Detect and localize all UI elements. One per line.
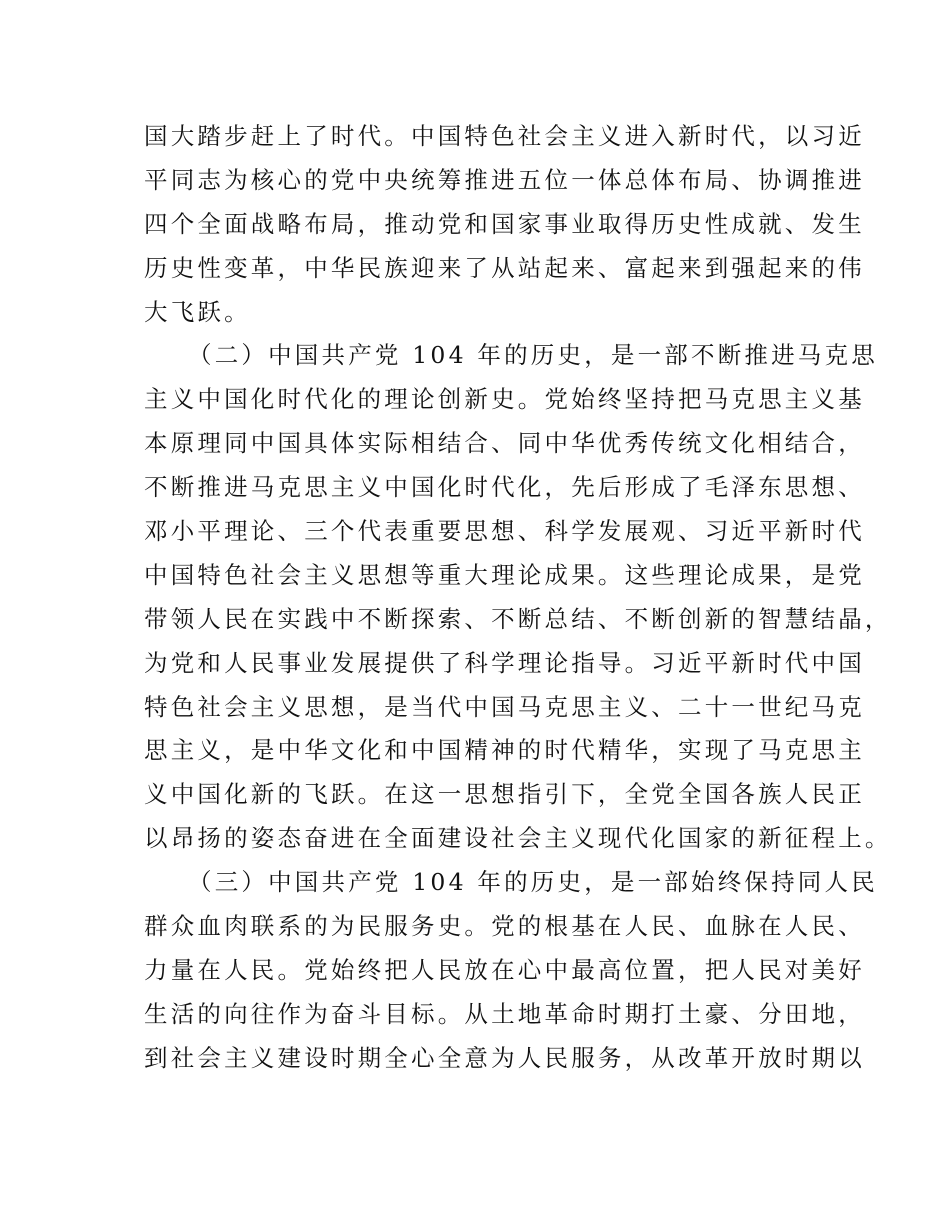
paragraph-2-line-1: （二）中国共产党 104 年的历史，是一部不断推进马克思: [188, 341, 878, 370]
paragraph-1-line-2: 平同志为核心的党中央统筹推进五位一体总体布局、协调推进: [144, 165, 865, 194]
paragraph-2-line-9: 特色社会主义思想，是当代中国马克思主义、二十一世纪马克: [144, 692, 865, 721]
paragraph-2-line-2: 主义中国化时代化的理论创新史。党始终坚持把马克思主义基: [144, 385, 865, 414]
paragraph-2-line-3: 本原理同中国具体实际相结合、同中华优秀传统文化相结合，: [144, 429, 865, 458]
paragraph-1-line-1: 国大踏步赶上了时代。中国特色社会主义进入新时代，以习近: [144, 122, 865, 150]
paragraph-2-line-6: 中国特色社会主义思想等重大理论成果。这些理论成果，是党: [144, 560, 865, 589]
paragraph-2-line-7: 带领人民在实践中不断探索、不断总结、不断创新的智慧结晶，: [144, 604, 892, 633]
paragraph-3-line-1: （三）中国共产党 104 年的历史，是一部始终保持同人民: [188, 868, 878, 897]
body-text: [142, 115, 892, 1081]
paragraph-2-line-11: 义中国化新的飞跃。在这一思想指引下，全党全国各族人民正: [144, 780, 865, 809]
paragraph-2-line-4: 不断推进马克思主义中国化时代化，先后形成了毛泽东思想、: [144, 473, 865, 502]
paragraph-2-line-8: 为党和人民事业发展提供了科学理论指导。习近平新时代中国: [144, 648, 865, 677]
paragraph-3-line-4: 生活的向往作为奋斗目标。从土地革命时期打土豪、分田地，: [144, 999, 865, 1028]
paragraph-3-line-2: 群众血肉联系的为民服务史。党的根基在人民、血脉在人民、: [144, 912, 865, 941]
paragraph-1-line-4: 历史性变革，中华民族迎来了从站起来、富起来到强起来的伟: [144, 253, 865, 282]
paragraph-2-line-10: 思主义，是中华文化和中国精神的时代精华，实现了马克思主: [144, 736, 865, 765]
paragraph-1-line-3: 四个全面战略布局，推动党和国家事业取得历史性成就、发生: [144, 209, 865, 238]
paragraph-2-line-5: 邓小平理论、三个代表重要思想、科学发展观、习近平新时代: [144, 517, 865, 546]
paragraph-1-line-5: 大飞跃。: [144, 297, 251, 326]
paragraph-3-line-5: 到社会主义建设时期全心全意为人民服务，从改革开放时期以: [144, 1043, 865, 1072]
paragraph-3-line-3: 力量在人民。党始终把人民放在心中最高位置，把人民对美好: [144, 955, 865, 984]
paragraph-2-line-12: 以昂扬的姿态奋进在全面建设社会主义现代化国家的新征程上。: [144, 824, 892, 853]
